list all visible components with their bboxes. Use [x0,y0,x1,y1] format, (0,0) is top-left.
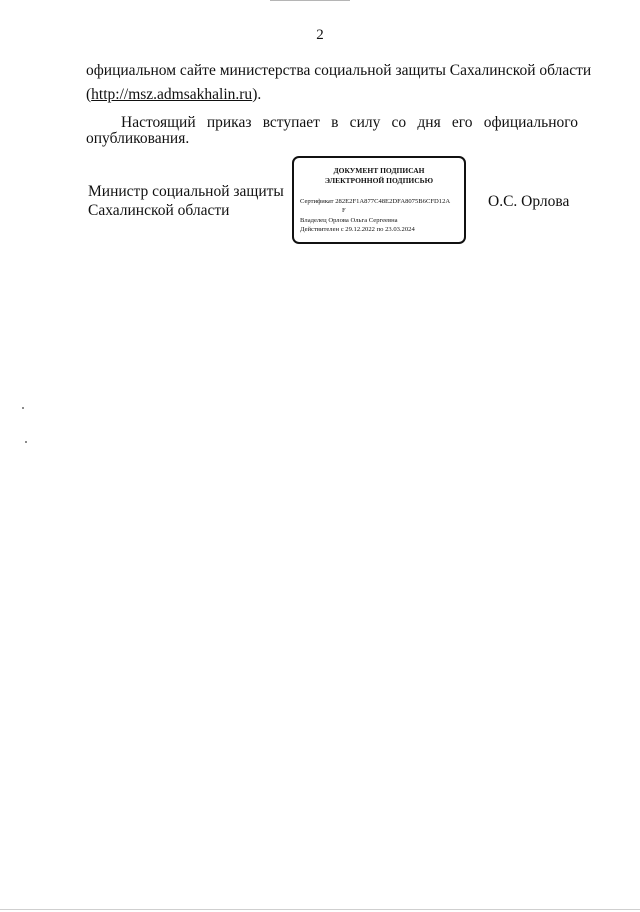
stamp-heading-line-2: ЭЛЕКТРОННОЙ ПОДПИСЬЮ [324,176,434,185]
electronic-signature-stamp [292,156,466,244]
stamp-validity-row [300,226,415,233]
page-number: 2 [316,27,324,43]
stamp-certificate-value: 282E2F1A877C48E2DFA8075B6CFD12A [335,198,451,205]
scan-speck [22,407,24,409]
signer-title [88,182,284,220]
signer-name: О.С. Орлова [488,193,570,210]
ministry-website-link[interactable]: http://msz.admsakhalin.ru [91,86,253,103]
stamp-certificate-row [300,198,450,205]
stamp-heading-line-1: ДОКУМЕНТ ПОДПИСАН [333,166,425,175]
link-close-paren: ). [252,86,262,103]
stamp-owner-row [300,217,398,224]
link-open-paren: ( [86,86,92,103]
stamp-valid-value: с 29.12.2022 по 23.03.2024 [340,226,415,233]
stamp-heading [294,166,464,186]
paragraph-1-line-2 [86,86,261,104]
stamp-valid-label: Действителен [300,226,340,233]
stamp-certificate-continuation: F [342,207,346,214]
stamp-owner-label: Владелец [300,217,327,224]
stamp-owner-value: Орлова Ольга Сергеевна [328,217,398,224]
bottom-scan-rule [0,909,640,910]
paragraph-2-line-1: Настоящий приказ вступает в силу со дня его официального [121,114,578,131]
signer-title-line-2: Сахалинской области [88,202,230,219]
top-scan-rule [270,0,350,1]
stamp-certificate-label: Сертификат [300,198,334,205]
paragraph-2-line-2: опубликования. [86,130,190,147]
scan-speck [25,441,27,443]
paragraph-1-line-1: официальном сайте министерства социальной защиты Сахалинской области [86,62,592,79]
signer-title-line-1: Министр социальной защиты [88,183,284,200]
